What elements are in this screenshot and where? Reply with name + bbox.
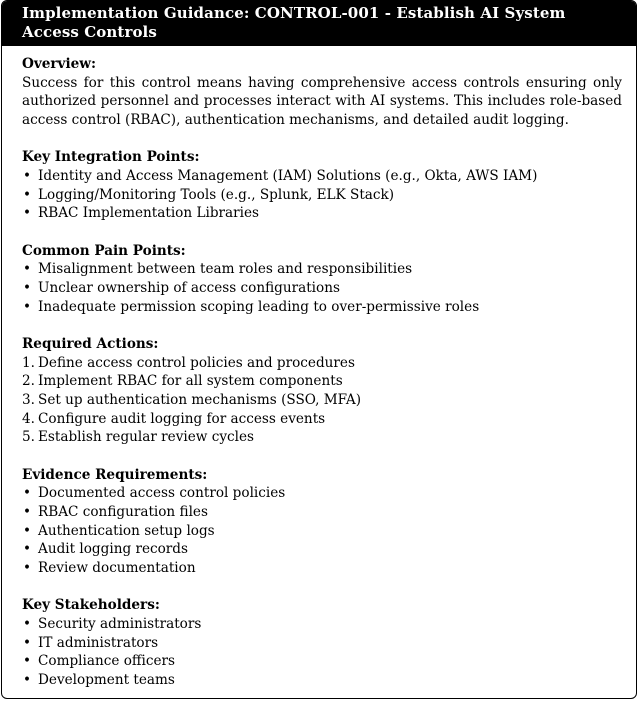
bullet-icon: • [23, 280, 32, 297]
list-item [22, 372, 622, 391]
integration-points-section [22, 148, 622, 223]
list-item-text: Documented access control policies [38, 485, 286, 502]
list-item-text: RBAC Implementation Libraries [38, 205, 259, 222]
list-item-text: Implement RBAC for all system components [38, 373, 343, 390]
bullet-icon: • [23, 168, 32, 185]
list-item [22, 484, 622, 503]
list-item-text: Identity and Access Management (IAM) Solutions (e.g., Okta, AWS IAM) [38, 168, 538, 185]
list-item [22, 410, 622, 429]
stakeholders-list [22, 615, 622, 690]
integration-points-title: Key Integration Points: [22, 149, 200, 166]
list-item [22, 615, 622, 634]
stakeholders-title: Key Stakeholders: [22, 597, 160, 614]
evidence-section [22, 466, 622, 578]
bullet-icon: • [23, 186, 32, 203]
overview-title: Overview: [22, 56, 96, 72]
bullet-icon: • [23, 261, 32, 278]
list-item-text: Configure audit logging for access events [38, 410, 326, 427]
list-item [22, 167, 622, 186]
bullet-icon: • [23, 560, 32, 577]
bullet-icon: • [23, 672, 32, 689]
list-item-text: Logging/Monitoring Tools (e.g., Splunk, ELK Stack) [38, 186, 395, 203]
integration-points-list [22, 167, 622, 223]
bullet-icon: • [23, 298, 32, 315]
list-item [22, 522, 622, 541]
bullet-icon: • [23, 541, 32, 558]
list-item [22, 540, 622, 559]
list-item [22, 186, 622, 205]
overview-text: Success for this control means having comprehensive access controls ensuring only authorized personnel and processes interact with AI systems. This includes role-based access control (RBAC), authentication mechanisms, and detailed audit logging. [22, 74, 622, 129]
list-item-text: Compliance officers [38, 653, 176, 670]
bullet-icon: • [23, 634, 32, 651]
list-item-text: Development teams [38, 672, 175, 689]
guidance-box [1, 0, 637, 699]
required-actions-list [22, 354, 622, 448]
list-item [22, 634, 622, 653]
bullet-icon: • [23, 504, 32, 521]
list-item [22, 652, 622, 671]
list-number: 4. [22, 410, 35, 427]
required-actions-section [22, 335, 622, 447]
list-item [22, 204, 622, 223]
bullet-icon: • [23, 522, 32, 539]
list-item-text: RBAC configuration files [38, 504, 208, 521]
list-item-text: Define access control policies and procedures [38, 354, 355, 371]
list-item [22, 298, 622, 317]
stakeholders-section [22, 596, 622, 690]
list-item-text: IT administrators [38, 634, 159, 651]
list-item [22, 559, 622, 578]
list-item [22, 260, 622, 279]
list-item-text: Misalignment between team roles and responsibilities [38, 261, 413, 278]
guidance-header: Implementation Guidance: CONTROL-001 - Establish AI System Access Controls [2, 1, 636, 46]
list-number: 3. [22, 392, 35, 409]
evidence-list [22, 484, 622, 578]
bullet-icon: • [23, 485, 32, 502]
list-item-text: Set up authentication mechanisms (SSO, MFA) [38, 392, 362, 409]
list-number: 5. [22, 429, 35, 446]
guidance-content [2, 46, 636, 690]
bullet-icon: • [23, 616, 32, 633]
required-actions-title: Required Actions: [22, 335, 159, 352]
list-item-text: Establish regular review cycles [38, 429, 255, 446]
bullet-icon: • [23, 205, 32, 222]
pain-points-list [22, 260, 622, 316]
list-item [22, 391, 622, 410]
pain-points-section [22, 242, 622, 317]
list-item [22, 671, 622, 690]
list-item-text: Review documentation [38, 560, 196, 577]
list-item-text: Authentication setup logs [38, 522, 215, 539]
list-item-text: Inadequate permission scoping leading to over-permissive roles [38, 298, 480, 315]
list-item [22, 503, 622, 522]
list-item-text: Audit logging records [38, 541, 188, 558]
list-item [22, 428, 622, 447]
list-item [22, 354, 622, 373]
overview-section [22, 55, 622, 130]
list-number: 2. [22, 373, 35, 390]
list-item [22, 279, 622, 298]
list-item-text: Unclear ownership of access configurations [38, 280, 340, 297]
bullet-icon: • [23, 653, 32, 670]
pain-points-title: Common Pain Points: [22, 242, 186, 259]
evidence-title: Evidence Requirements: [22, 466, 208, 483]
list-item-text: Security administrators [38, 616, 202, 633]
list-number: 1. [22, 354, 35, 371]
